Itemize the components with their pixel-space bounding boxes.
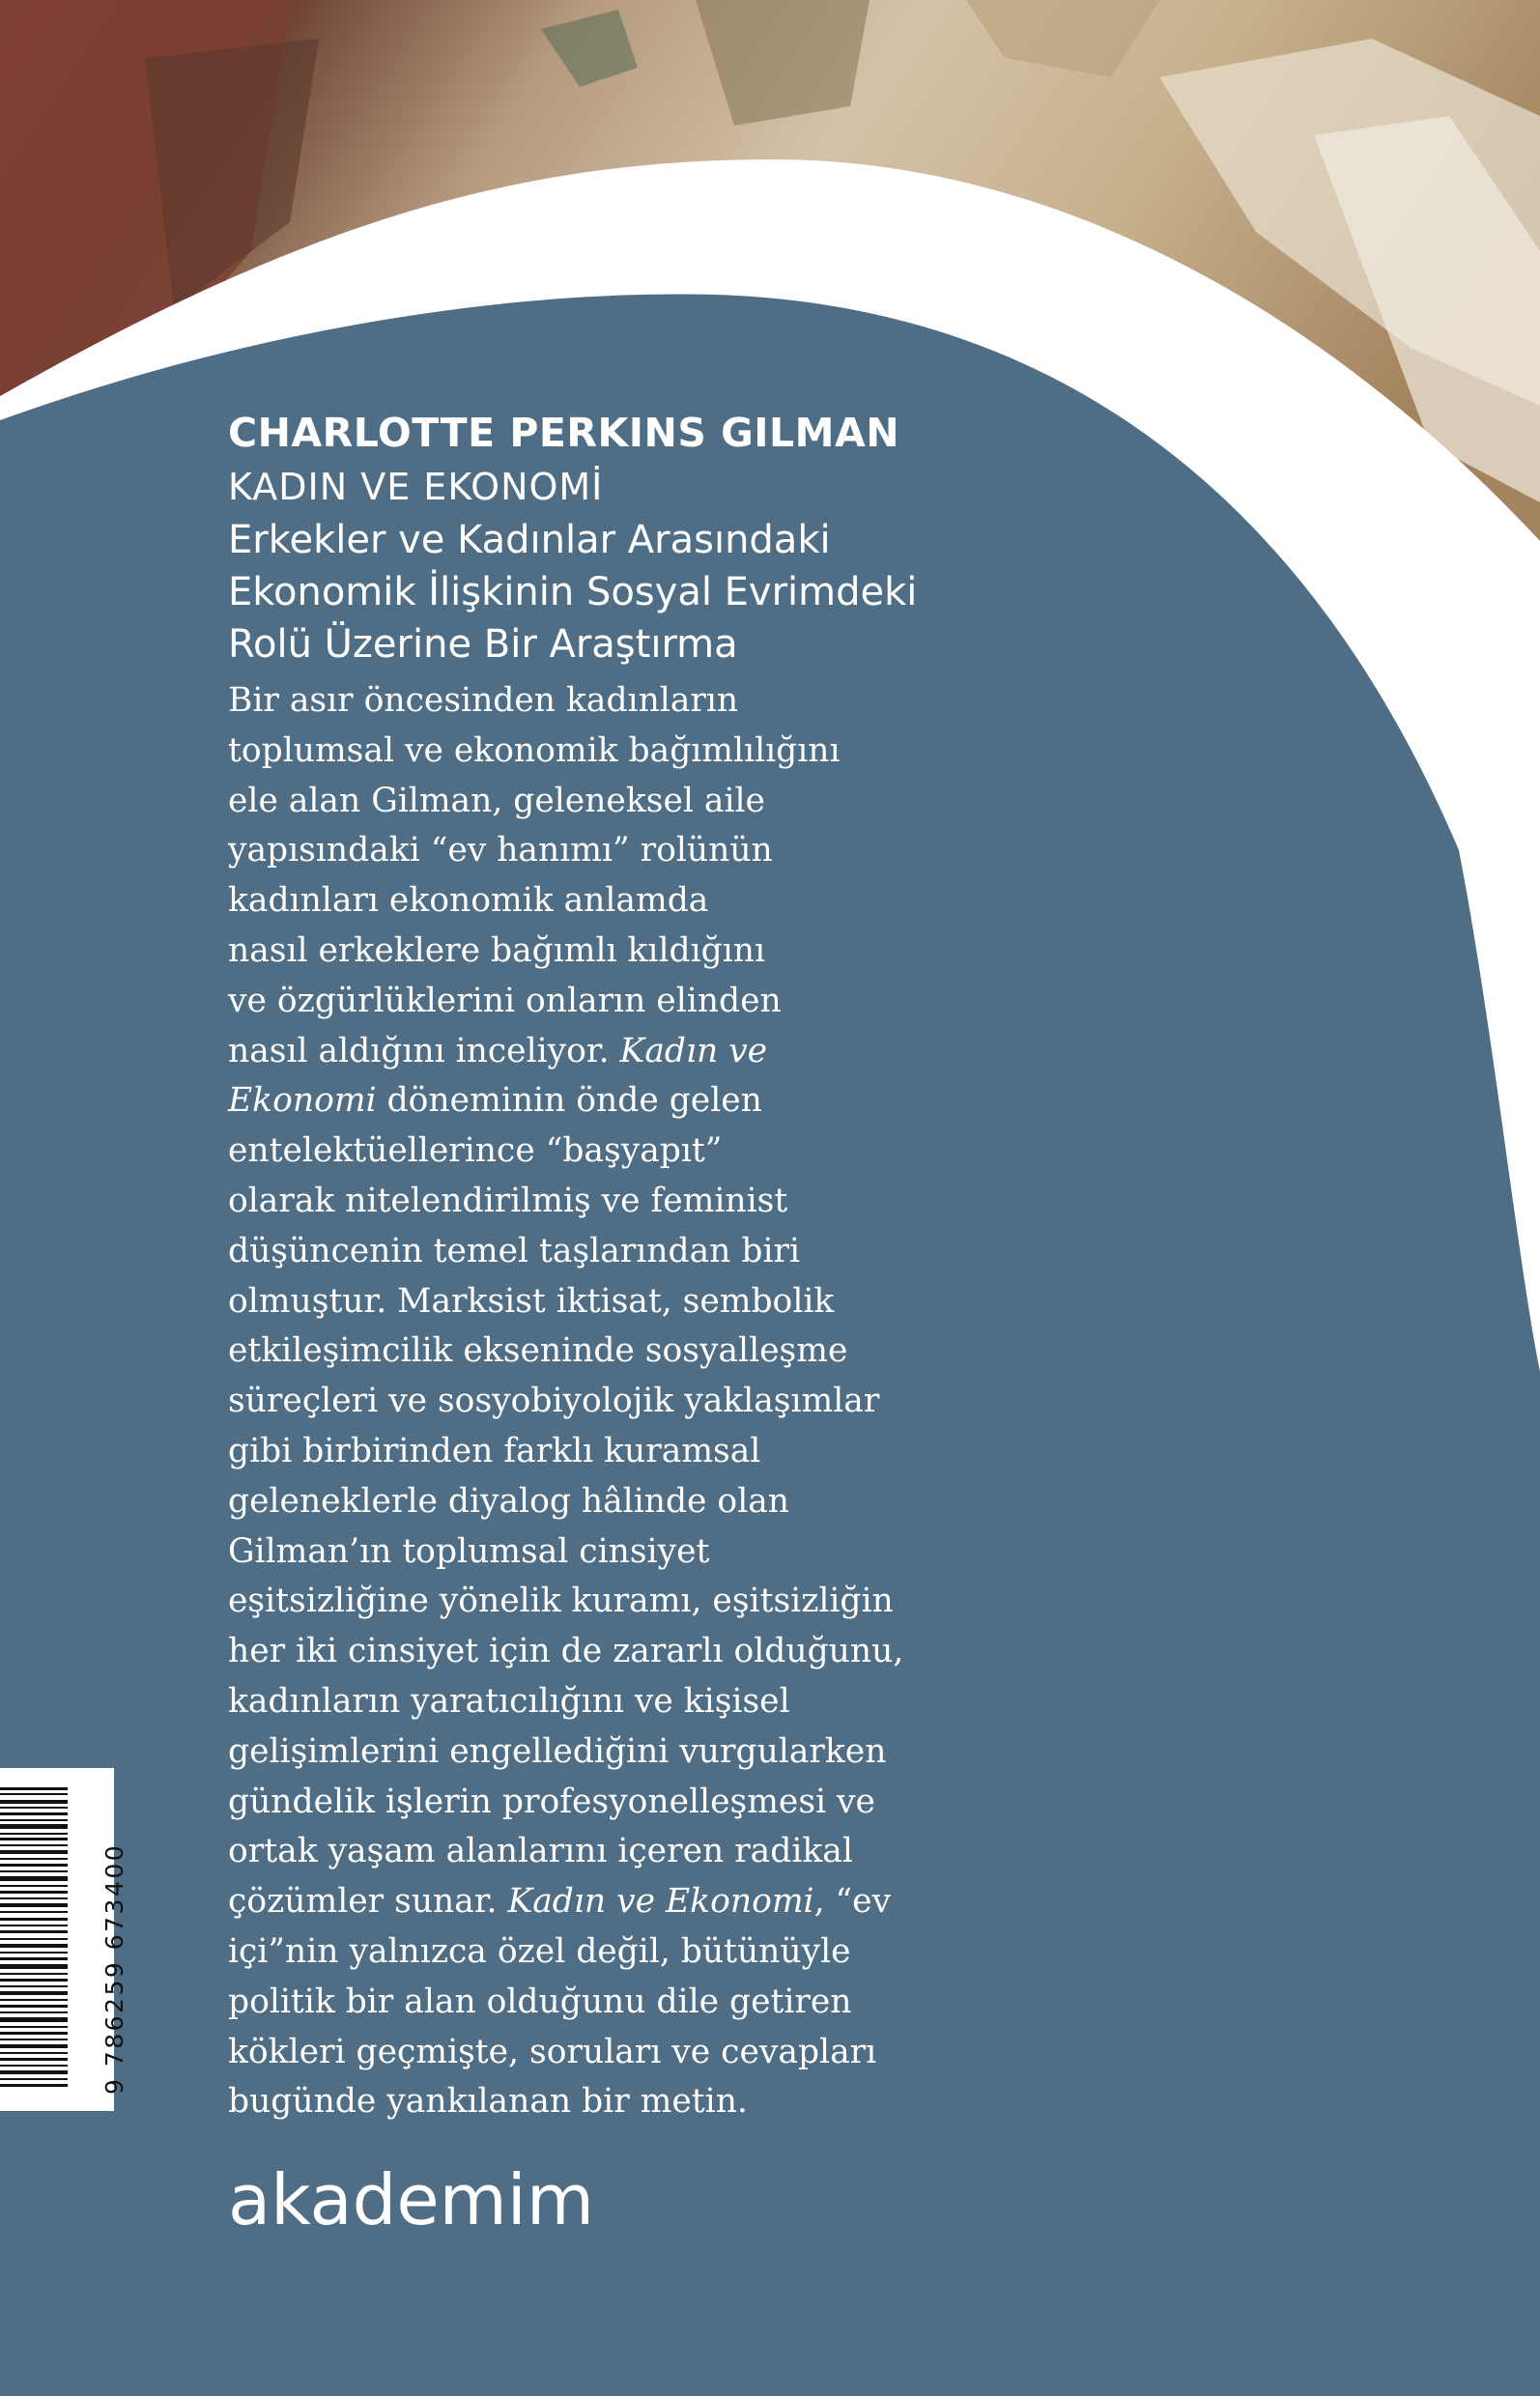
description-line: politik bir alan olduğunu dile getiren bbox=[228, 1982, 852, 2021]
description-line: etkileşimcilik ekseninde sosyalleşme bbox=[228, 1331, 848, 1371]
italic-book-title: Kadın ve bbox=[619, 1031, 768, 1070]
description-line: kökleri geçmişte, soruları ve cevapları bbox=[228, 2032, 877, 2071]
italic-book-title: Kadın ve Ekonomi bbox=[507, 1882, 814, 1922]
description-text: nasıl aldığını inceliyor. bbox=[228, 1031, 610, 1070]
description-line bbox=[228, 1877, 1001, 1927]
description-line: yapısındaki “ev hanımı” rolünün bbox=[228, 831, 773, 870]
isbn-digits: 9 786259 673400 bbox=[100, 1842, 128, 2095]
publisher-logo bbox=[228, 2156, 594, 2243]
description-line: nasıl erkeklere bağımlı kıldığını bbox=[228, 930, 765, 970]
description-text: , “ev bbox=[813, 1882, 892, 1922]
description-line: olmuştur. Marksist iktisat, sembolik bbox=[228, 1281, 835, 1321]
description-line: her iki cinsiyet için de zararlı olduğunu, bbox=[228, 1632, 904, 1671]
description-line: süreçleri ve sosyobiyolojik yaklaşımlar bbox=[228, 1382, 880, 1421]
description-line: Gilman’ın toplumsal cinsiyet bbox=[228, 1531, 710, 1571]
description-line bbox=[228, 1027, 1001, 1077]
description-line: bugünde yankılanan bir metin. bbox=[228, 2082, 748, 2122]
description-line: ve özgürlüklerini onların elinden bbox=[228, 981, 782, 1020]
description-line: toplumsal ve ekonomik bağımlılığını bbox=[228, 730, 841, 770]
subtitle-line: Erkekler ve Kadınlar Arasındaki bbox=[228, 518, 831, 562]
subtitle-line: Ekonomik İlişkinin Sosyal Evrimdeki bbox=[228, 570, 918, 614]
description-line: gibi birbirinden farklı kuramsal bbox=[228, 1431, 761, 1470]
description-line: ele alan Gilman, geleneksel aile bbox=[228, 781, 765, 820]
description-line: kadınların yaratıcılığını ve kişisel bbox=[228, 1681, 790, 1721]
description-line: gelişimlerini engellediğini vurgularken bbox=[228, 1731, 887, 1771]
back-cover-text bbox=[228, 406, 1001, 2127]
description-line: eşitsizliğine yönelik kuramı, eşitsizliğin bbox=[228, 1582, 894, 1621]
italic-book-title: Ekonomi bbox=[228, 1081, 377, 1121]
description-line: ortak yaşam alanlarını içeren radikal bbox=[228, 1832, 853, 1871]
publisher-logo-text: akademim bbox=[228, 2159, 594, 2240]
isbn-barcode bbox=[0, 1768, 128, 2111]
description-line: entelektüellerince “başyapıt” bbox=[228, 1131, 723, 1171]
description-line: Bir asır öncesinden kadınların bbox=[228, 681, 739, 720]
book-description bbox=[228, 676, 1001, 2127]
author-name: CHARLOTTE PERKINS GILMAN bbox=[228, 410, 900, 456]
description-line: kadınları ekonomik anlamda bbox=[228, 881, 709, 921]
barcode-bars bbox=[0, 1768, 68, 2111]
description-text: döneminin önde gelen bbox=[386, 1081, 762, 1121]
description-line bbox=[228, 1076, 1001, 1127]
description-line: olarak nitelendirilmiş ve feminist bbox=[228, 1181, 788, 1220]
description-line: geleneklerle diyalog hâlinde olan bbox=[228, 1481, 790, 1521]
subtitle-line: Rolü Üzerine Bir Araştırma bbox=[228, 622, 738, 667]
book-title: KADIN VE EKONOMİ bbox=[228, 466, 604, 508]
description-line: düşüncenin temel taşlarından biri bbox=[228, 1231, 801, 1270]
description-line: içi”nin yalnızca özel değil, bütünüyle bbox=[228, 1931, 851, 1971]
description-text: çözümler sunar. bbox=[228, 1882, 498, 1922]
description-line: gündelik işlerin profesyonelleşmesi ve bbox=[228, 1782, 875, 1821]
